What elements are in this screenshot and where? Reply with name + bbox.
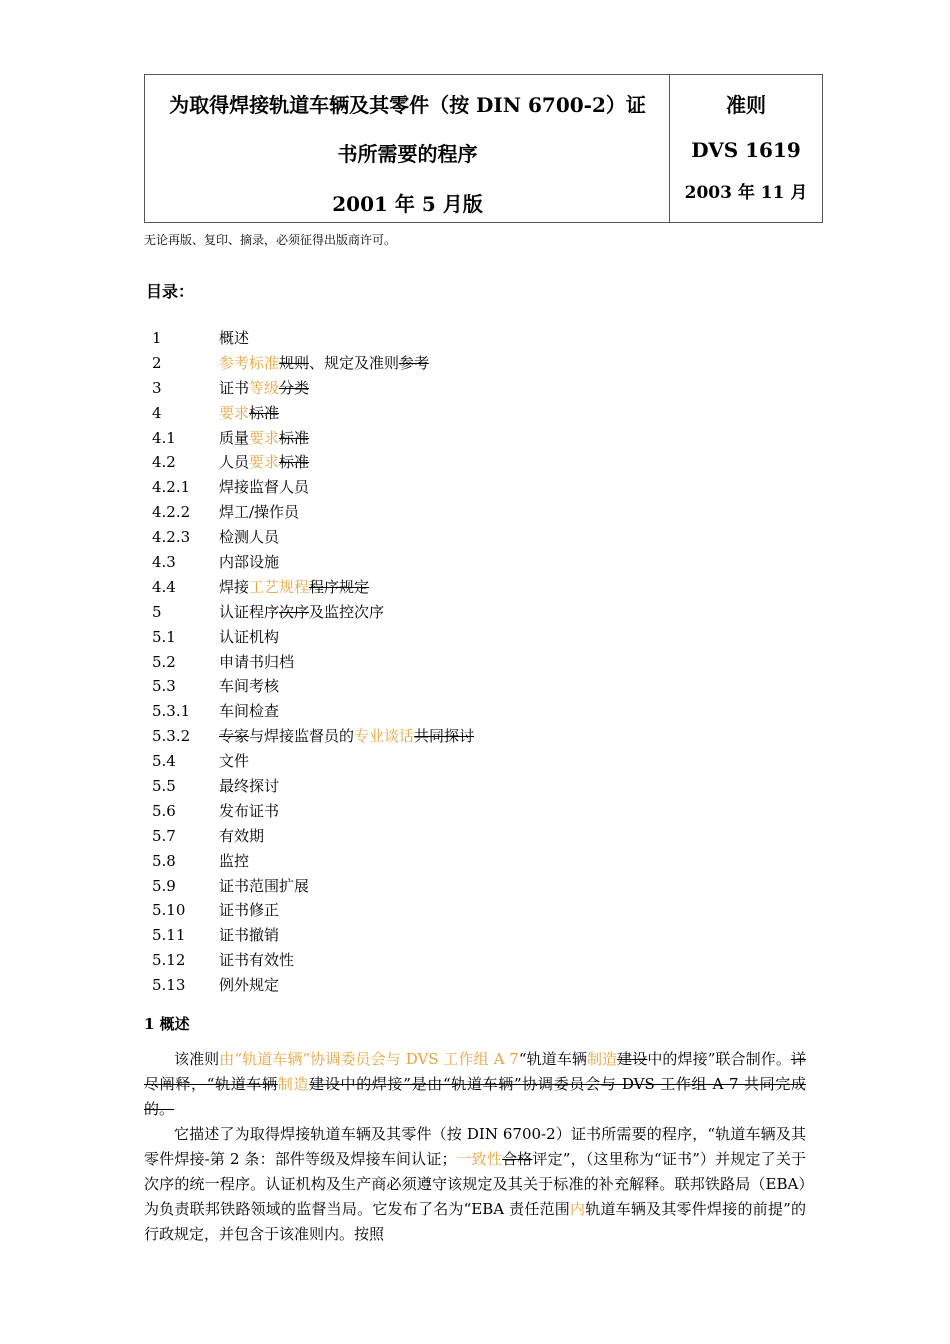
text-run: 概述 <box>219 329 250 347</box>
toc-entry-title <box>219 677 279 695</box>
deleted-text: 规则 <box>279 353 310 372</box>
table-of-contents <box>152 328 474 1000</box>
text-run: 车间考核 <box>219 677 280 696</box>
inserted-text: 专业谈话 <box>354 727 415 746</box>
toc-entry-number: 5.11 <box>152 926 186 945</box>
toc-entry-title <box>219 852 249 870</box>
text-run: 焊工/操作员 <box>219 503 300 522</box>
toc-entry-number: 4.1 <box>152 428 176 447</box>
text-run: 焊接监督人员 <box>219 478 310 497</box>
inserted-text: 一致性 <box>456 1150 503 1168</box>
inserted-text: 要求 <box>219 403 250 422</box>
inserted-text: 等级 <box>249 378 280 397</box>
toc-entry <box>152 428 474 453</box>
toc-entry-number: 4.2.1 <box>152 478 191 497</box>
title-line-1: 为取得焊接轨道车辆及其零件（按 DIN 6700-2）证 <box>169 93 646 117</box>
paragraph-1-text <box>144 1047 806 1122</box>
text-run: 证书 <box>219 378 250 397</box>
toc-entry <box>152 353 474 378</box>
toc-entry <box>152 577 474 602</box>
toc-entry-title <box>219 628 279 646</box>
text-run: 监控 <box>219 851 250 870</box>
toc-entry-number: 4.2 <box>152 453 176 472</box>
toc-entry <box>152 627 474 652</box>
text-run: 内部设施 <box>219 553 280 572</box>
deleted-text: 标准 <box>279 428 310 447</box>
text-run: 有效期 <box>219 826 265 845</box>
text-run: 证书撤销 <box>219 926 280 945</box>
deleted-text: 建设 <box>617 1050 648 1068</box>
text-run: 质量 <box>219 428 250 447</box>
toc-entry-title <box>219 503 299 521</box>
toc-entry-number: 5.13 <box>152 976 186 995</box>
toc-entry <box>152 676 474 701</box>
inserted-text: 参考标准 <box>219 353 280 372</box>
inserted-text: 制造 <box>586 1050 618 1068</box>
deleted-text: 标准 <box>249 403 280 422</box>
toc-entry <box>152 900 474 925</box>
deleted-text: 标准 <box>279 453 310 472</box>
text-run: 轨道车辆及其零件焊接的前提”的行政规定，并包含于该准则内。按照 <box>144 1200 806 1243</box>
toc-entry <box>152 652 474 677</box>
toc-entry <box>152 876 474 901</box>
toc-entry-title <box>219 802 279 820</box>
toc-entry-title <box>219 901 279 919</box>
header-meta-cell <box>670 75 822 222</box>
toc-entry-number: 4 <box>152 403 162 422</box>
toc-entry <box>152 801 474 826</box>
title-line-2: 书所需要的程序 <box>337 142 478 166</box>
toc-entry-title <box>219 578 369 596</box>
text-run: 认证程序 <box>219 602 280 621</box>
toc-entry <box>152 328 474 353</box>
toc-entry-number: 5.12 <box>152 951 186 970</box>
deleted-text: 次序 <box>279 602 310 621</box>
toc-entry-title <box>219 553 279 571</box>
toc-entry-number: 5.3.1 <box>152 702 191 721</box>
text-run: 证书有效性 <box>219 951 295 970</box>
toc-entry <box>152 502 474 527</box>
toc-entry-number: 5.7 <box>152 826 176 845</box>
toc-entry-title <box>219 653 294 671</box>
deleted-text: 共同探讨 <box>414 727 475 746</box>
toc-entry-number: 3 <box>152 378 162 397</box>
toc-entry <box>152 776 474 801</box>
header-title-cell <box>145 75 670 222</box>
inserted-text: 要求 <box>249 453 280 472</box>
section-1-title: 1 概述 <box>144 1015 190 1033</box>
text-run: 、规定及准则 <box>309 353 400 372</box>
text-run: 中的焊接”联合制作。 <box>647 1050 791 1068</box>
toc-entry-number: 4.3 <box>152 553 176 572</box>
toc-entry-number: 5.3.2 <box>152 727 191 746</box>
toc-entry-number: 5.10 <box>152 901 186 920</box>
doc-type: 准则 <box>726 93 766 117</box>
toc-entry-title <box>219 827 264 845</box>
toc-entry-number: 5.8 <box>152 851 176 870</box>
toc-entry-number: 4.4 <box>152 577 176 596</box>
toc-entry <box>152 701 474 726</box>
toc-entry-number: 5.9 <box>152 876 176 895</box>
toc-entry <box>152 552 474 577</box>
toc-entry-title <box>219 429 309 447</box>
toc-entry <box>152 975 474 1000</box>
paragraph-1 <box>144 1047 806 1122</box>
toc-entry <box>152 527 474 552</box>
text-run: 发布证书 <box>219 801 280 820</box>
inserted-text: 要求 <box>249 428 280 447</box>
toc-entry-number: 5.6 <box>152 801 176 820</box>
toc-entry-number: 5.2 <box>152 652 176 671</box>
deleted-text: 建设中的焊接”是由“轨道车辆”协调委员会与 DVS 工作组 A 7 共同完成的。 <box>144 1075 806 1118</box>
edition-label: 2001 年 5 月版 <box>332 192 483 216</box>
inserted-text: 由“轨道车辆”协调委员会与 DVS 工作组 A 7 <box>219 1050 519 1068</box>
text-run: 它描述了为取得焊接轨道车辆及其零件（按 DIN 6700-2）证书所需要的程序，“轨道车辆及其零件焊接-第 2 条：部件等级及焊接车间认证； <box>144 1125 806 1168</box>
text-run: 认证机构 <box>219 627 280 646</box>
toc-entry <box>152 751 474 776</box>
inserted-text: 内 <box>570 1200 586 1218</box>
toc-entry-title <box>219 752 249 770</box>
text-run: 检测人员 <box>219 528 280 547</box>
toc-entry-number: 4.2.3 <box>152 528 191 547</box>
toc-entry-number: 2 <box>152 353 162 372</box>
toc-entry <box>152 950 474 975</box>
toc-entry-title <box>219 478 309 496</box>
toc-entry-title <box>219 951 294 969</box>
toc-entry-number: 5.4 <box>152 752 176 771</box>
toc-entry-number: 4.2.2 <box>152 503 191 522</box>
toc-entry <box>152 403 474 428</box>
toc-entry-title <box>219 528 279 546</box>
deleted-text: 专家 <box>219 727 250 746</box>
toc-entry <box>152 378 474 403</box>
toc-entry-title <box>219 926 279 944</box>
paragraph-2 <box>144 1122 806 1247</box>
toc-entry-title <box>219 329 249 347</box>
toc-entry <box>152 602 474 627</box>
deleted-text: 合格 <box>502 1150 533 1168</box>
copyright-notice: 无论再版、复印、摘录，必须征得出版商许可。 <box>144 233 397 247</box>
toc-entry-title <box>219 603 384 621</box>
doc-date: 2003 年 11 月 <box>684 183 808 203</box>
text-run: 人员 <box>219 453 250 472</box>
toc-entry-number: 5 <box>152 602 162 621</box>
toc-entry-title <box>219 976 279 994</box>
paragraph-2-text <box>144 1122 806 1247</box>
toc-entry <box>152 851 474 876</box>
deleted-text: 程序规定 <box>309 577 370 596</box>
text-run: 评定”，（这里称为“证书”）并规定了关于次序的统一程序。认证机构及生产商必须遵守该规定及其关于标准的补充解释。联邦铁路局（EBA）为负责联邦铁路领域的监督当局。它发布了名为“EBA 责任范围 <box>144 1150 806 1218</box>
deleted-text: 分类 <box>279 378 310 397</box>
toc-entry-title <box>219 727 474 745</box>
text-run: 焊接 <box>219 577 250 596</box>
toc-entry <box>152 925 474 950</box>
text-run: 最终探讨 <box>219 777 280 796</box>
toc-entry-title <box>219 877 309 895</box>
toc-entry-number: 5.5 <box>152 777 176 796</box>
toc-entry-title <box>219 777 279 795</box>
toc-entry-title <box>219 379 309 397</box>
doc-number: DVS 1619 <box>691 138 801 162</box>
text-run: 车间检查 <box>219 702 280 721</box>
inserted-text: 制造 <box>277 1075 310 1093</box>
deleted-text: 参考 <box>399 353 430 372</box>
text-run: 申请书归档 <box>219 652 295 671</box>
text-run: 文件 <box>219 752 250 771</box>
text-run: 与焊接监督员的 <box>249 727 355 746</box>
text-run: 该准则 <box>174 1050 220 1068</box>
toc-entry-title <box>219 404 279 422</box>
inserted-text: 工艺规程 <box>249 577 310 596</box>
toc-entry <box>152 726 474 751</box>
toc-entry <box>152 826 474 851</box>
text-run: “轨道车辆 <box>518 1050 587 1068</box>
text-run: 及监控次序 <box>309 602 385 621</box>
document-header-table <box>144 74 823 223</box>
toc-entry <box>152 452 474 477</box>
text-run: 例外规定 <box>219 976 280 995</box>
toc-title: 目录： <box>146 282 195 301</box>
toc-entry-title <box>219 702 279 720</box>
text-run: 证书范围扩展 <box>219 876 310 895</box>
toc-entry-title <box>219 354 429 372</box>
toc-entry-title <box>219 453 309 471</box>
text-run: 证书修正 <box>219 901 280 920</box>
deleted-text: 详尽阐释，“轨道车辆 <box>144 1050 806 1093</box>
toc-entry-number: 5.1 <box>152 627 176 646</box>
toc-entry <box>152 477 474 502</box>
toc-entry-number: 5.3 <box>152 677 176 696</box>
toc-entry-number: 1 <box>152 329 162 347</box>
